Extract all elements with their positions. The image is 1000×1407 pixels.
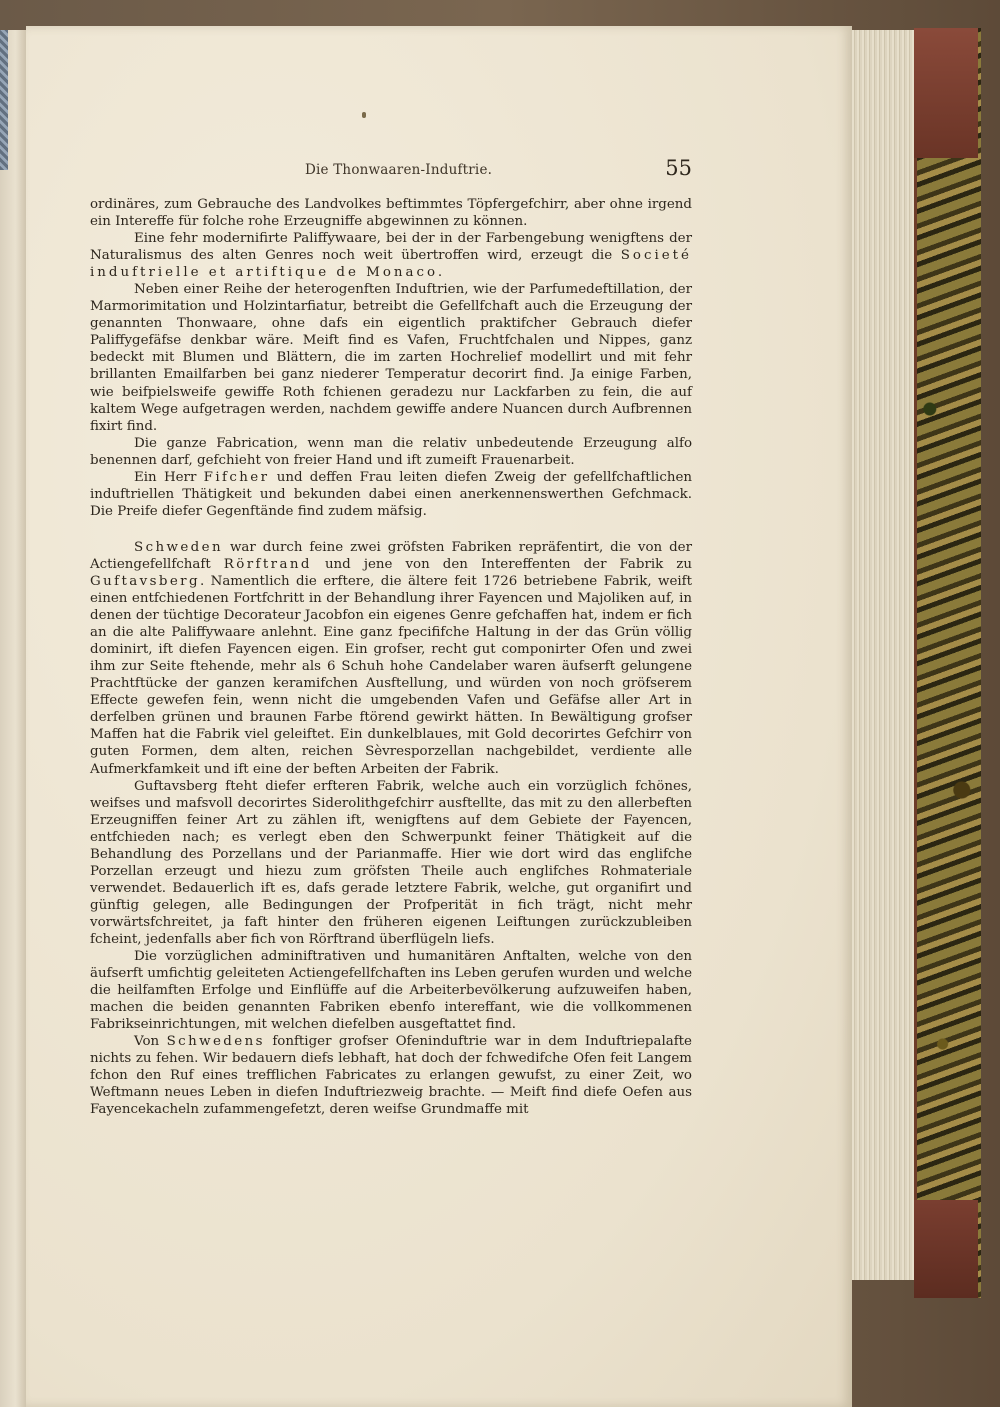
country-name: Schweden [134, 539, 224, 555]
paragraph [90, 196, 692, 230]
paragraph-text: Die vorzüglichen adminiftrativen und humanitären Anftalten, welche von den äufserft umfichtig geleiteten Actiengefellfchaften ins Leben gerufen wurden und welche die heilfamften Erfolge und Einflüffe auf die Arbeiterbevölkerung aufzuweifen haben, machen die beiden genannten Fabriken ebenfo intereffant, wie die vollkommenen Fabrikseinrichtungen, mit welchen diefelben ausgeftattet find. [90, 949, 692, 1033]
facing-page-edge [0, 30, 26, 1407]
body-text [90, 196, 692, 1118]
page-block-edges [852, 30, 916, 1280]
paragraph [90, 1033, 692, 1118]
leather-spine-bottom [914, 1200, 978, 1298]
paragraph [90, 230, 692, 281]
paragraph-text: Von [134, 1034, 160, 1050]
ink-speck [362, 112, 366, 118]
paragraph-text: Guftavsberg fteht diefer erfteren Fabrik, welche auch ein vorzüglich fchönes, weifses und mafsvoll decorirtes Siderolithgefchirr ausftellte, das mit zu den allerbeften Erzeugniffen feiner Art zu zählen ift, wenigftens auf dem Gebiete der Fayencen, entfchieden nach; es verlegt eben den Schwerpunkt feiner Thätigkeit auf die Behandlung des Porzellans und der Parianmaffe. Hier wie dort wird das englifche Porzellan erzeugt und hiezu zum gröfsten Theile auch englifches Rohmateriale verwendet. Bedauerlich ift es, dafs gerade letztere Fabrik, welche, gut organifirt und günftig gelegen, alle Bedingungen der Profperität in fich trägt, nicht mehr vorwärtsfchreitet, ja faft hinter den früheren eigenen Leiftungen zurückzubleiben fcheint, jedenfalls aber fich von Rörftrand überflügeln liefs. [90, 778, 692, 947]
paragraph-text: Eine fehr modernifirte Paliffywaare, bei der in der Farbengebung wenigftens der Naturalismus des alten Genres noch weit übertroffen wird, erzeugt die [90, 231, 692, 264]
paragraph [90, 778, 692, 948]
marbled-cover-corner [0, 30, 8, 170]
page-number: 55 [665, 156, 692, 180]
paragraph-text: Die ganze Fabrication, wenn man die relativ unbedeutende Erzeugung alfo benennen darf, gefchieht von freier Hand und ift zumeift Frauenarbeit. [90, 435, 692, 468]
paragraph [90, 948, 692, 1033]
paragraph-text: . Namentlich die erftere, die ältere feit 1726 betriebene Fabrik, weift einen entfchiedenen Fortfchritt in der Behandlung ihrer Fayencen und Majoliken auf, in denen der tüchtige Decorateur Jacobfon ein eigenes Genre gefchaffen hat, indem er fich an die alte Paliffywaare anlehnt. Eine ganz fpecififche Haltung in der das Grün völlig dominirt, ift diefen Fayencen eigen. Ein grofser, recht gut componirter Ofen und zwei ihm zur Seite ftehende, mehr als 6 Schuh hohe Candelaber waren äufserft gelungene Prachtftücke der ganzen keramifchen Ausftellung, und würden von noch gröfserem Effecte gewefen fein, wenn nicht die umgebenden Vafen und Gefäfse aller Art in derfelben grünen und braunen Farbe ftörend gewirkt hätten. In Bewältigung grofser Maffen hat die Fabrik viel geleiftet. Ein dunkelblaues, mit Gold decorirtes Gefchirr von guten Formen, dem alten, reichen Sèvresporzellan nachgebildet, verdiente alle Aufmerkfamkeit und ift eine der beften Arbeiten der Fabrik. [90, 573, 692, 777]
paragraph-text: Neben einer Reihe der heterogenften Induftrien, wie der Parfumedeftillation, der Marmorimitation und Holzintarfiatur, betreibt die Gefellfchaft auch die Erzeugung der genannten Thonwaare, ohne dafs ein eigentlich praktifcher Gebrauch diefer Paliffygefäfse denkbar wäre. Meift find es Vafen, Fruchtfchalen und Nippes, ganz bedeckt mit Blumen und Blättern, die im zarten Hochrelief modellirt und mit fehr brillanten Emailfarben bei ganz niederer Temperatur decorirt find. Ja einige Farben, wie beifpielsweife gewiffe Roth fchienen geradezu nur Lackfarben zu fein, die auf kaltem Wege aufgetragen werden, nachdem gewiffe andere Nuancen durch Aufbrennen fixirt find. [90, 282, 692, 434]
paragraph-text: und deffen Frau leiten diefen Zweig der gefellfchaftlichen induftriellen Thätigkeit und bekunden dabei einen anerkennenswerthen Gefchmack. Die Preife diefer Gegenftände find zudem mäfsig. [90, 469, 693, 519]
paragraph [90, 281, 692, 434]
paragraph-text: fonftiger grofser Ofeninduftrie war in dem Induftriepalafte nichts zu fehen. Wir bedauern diefs lebhaft, hat doch der fchwedifche Ofen feit Langem fchon den Ruf eines trefflichen Fabricates zu erlangen gewufst, zu einer Zeit, wo Weftmann neues Leben in diefen Induftriezweig brachte. — Meift find diefe Oefen aus Fayencekacheln zufammengefetzt, deren weifse Grundmaffe mit [90, 1034, 692, 1118]
paragraph-text: war durch feine zwei gröfsten Fabriken repräfentirt, die von der Actiengefellfchaft [90, 539, 692, 572]
person-name: Fifcher [203, 469, 270, 485]
leather-spine-top [914, 28, 978, 158]
paragraph [90, 539, 692, 778]
paragraph [90, 435, 692, 469]
paragraph-text: Ein Herr [134, 469, 197, 485]
factory-name: Rörftrand [223, 556, 312, 572]
paragraph [90, 469, 692, 520]
factory-name: Guftavsberg [90, 573, 200, 589]
page-header [90, 156, 692, 184]
marbled-binding [914, 28, 981, 1298]
paragraph-text: und jene von den Intereffenten der Fabrik zu [324, 556, 692, 572]
running-title: Die Thonwaaren-Induftrie. [305, 162, 493, 178]
company-name: Societé induftrielle et artiftique de Monaco. [90, 248, 692, 281]
paragraph-text: ordinäres, zum Gebrauche des Landvolkes beftimmtes Töpfergefchirr, aber ohne irgend ein Intereffe für folche rohe Erzeugniffe abgewinnen zu können. [90, 197, 692, 230]
country-name: Schwedens [166, 1034, 265, 1050]
